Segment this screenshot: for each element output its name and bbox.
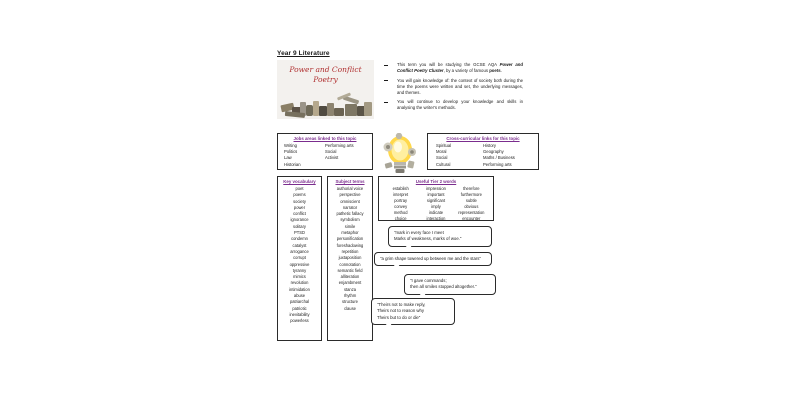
list-item: society [293,198,306,204]
list-item: therefore [463,186,480,191]
list-item: perspective [339,192,361,198]
list-item: enjambment [338,280,362,286]
list-item: catalyst [292,242,307,248]
intro-bullet-1-pre: This term you will be studying the GCSE AQA [397,62,500,67]
cover-title-line-1: Power and Conflict [289,65,362,74]
list-item: metaphor [341,230,359,236]
list-item: interpret [393,192,409,198]
cross-curricular-column-left [436,143,483,168]
tier2-column-1 [383,186,418,223]
list-item: Marks of weakness, marks of woe." [394,236,462,242]
list-item: pathetic fallacy [336,211,364,217]
jobs-item: Historian [284,161,301,167]
intro-bullet-2: You will gain knowledge of: the context of society both during the time the poems were written and set, the underlying messages, and themes. [383,78,523,96]
list-item: tyranny [292,267,307,273]
jobs-item: Writing [284,143,297,148]
jobs-item: Activist [325,155,339,161]
list-item: intimidation [289,286,310,292]
quote-bubble [404,274,496,295]
list-item: portray [394,198,408,204]
list-item: semantic field [337,267,363,273]
list-item: interaction [426,216,446,222]
cross-curricular-heading: Cross-curricular links for this topic [446,136,520,141]
cross-curricular-column-right [483,143,530,168]
list-item: arrogance [290,248,309,254]
quote-bubble [374,252,492,266]
key-vocabulary-box [277,176,322,341]
list-item: narrator [342,204,358,210]
tier2-column-2 [418,186,453,223]
lightbulb-icon [379,133,421,177]
intro-bullet-1-emphasis: Power and Conflict Poetry Cluster [397,62,523,73]
list-item: poet [295,186,304,191]
list-item: indicate [428,210,444,216]
list-item: conflict [293,211,306,217]
cross-curricular-item: Geography [483,149,504,155]
list-item: Theirs but to do or die" [377,314,421,320]
intro-bullet-1 [383,62,523,74]
list-item: mimics [293,274,306,280]
subject-terms-box [327,176,373,341]
cross-curricular-item: Spiritual [436,143,452,148]
quote-bubble [388,226,492,247]
tier2-words-box [378,176,494,221]
cover-title-line-2: Poetry [313,75,338,84]
list-item: connotation [339,261,361,267]
cross-curricular-box [427,133,539,170]
list-item: repetition [341,248,359,254]
list-item: "a grim shape towered up between me and the stars" [380,256,481,261]
list-item: omniscient [340,198,360,204]
list-item: imply [431,204,441,210]
list-item: significant [426,198,446,204]
list-item: abuse [293,293,306,299]
list-item: structure [342,299,358,305]
key-vocabulary-heading: Key vocabulary [283,179,316,184]
list-item: "Theirs not to make reply, [377,302,426,307]
anthology-cover-image [277,60,374,119]
list-item: then all smiles stopped altogether." [410,284,477,290]
list-item: clause [344,305,356,311]
list-item: corrupt [293,255,306,261]
list-item: establish [392,186,409,191]
list-item: poems [293,192,306,198]
jobs-column-right [325,143,366,168]
tier2-column-3 [454,186,489,223]
list-item: convey [394,204,408,210]
cross-curricular-item: Cultural [436,161,451,167]
list-item: powerless [290,318,309,324]
cross-curricular-item: Moral [436,149,447,155]
subject-terms-list [328,185,372,312]
list-item: ignorance [290,217,309,223]
intro-bullet-1-post: . [500,68,502,73]
list-item: obvious [464,204,479,210]
list-item: stanza [343,286,357,292]
jobs-item: Law [284,155,292,161]
list-item: oppressive [289,261,310,267]
list-item: alliteration [340,274,360,280]
cross-curricular-item: History [483,143,497,148]
cross-curricular-item: Performing arts [483,161,512,167]
cover-artifacts [279,92,374,118]
jobs-item: Social [325,149,337,155]
list-item: PTSD [294,230,305,236]
list-item: solitary [293,223,306,229]
list-item: revolution [290,280,309,286]
subject-terms-heading: Subject terms [335,179,365,184]
list-item: inevitability [289,311,310,317]
list-item: condemn [291,236,308,242]
list-item: patriotic [292,305,307,311]
list-item: encounter [462,216,481,222]
list-item: juxtaposition [338,255,362,261]
intro-bullet-1-mid: , by a variety of famous [443,68,490,73]
tier2-words-heading: Useful Tier 2 words [415,179,457,184]
list-item: authorial voice [336,186,364,191]
list-item: rhythm [343,293,357,299]
list-item: "I gave commands; [410,278,447,283]
list-item: impression [426,186,446,191]
cross-curricular-item: Social [436,155,448,161]
list-item: method [393,210,408,216]
jobs-links-heading: Jobs areas linked to this topic [293,136,357,141]
jobs-column-left [284,143,325,168]
intro-bullets [383,62,523,115]
jobs-item: Politics [284,149,298,155]
intro-bullet-3: You will continue to develop your knowledge and skills in analysing the writer's methods. [383,99,523,111]
list-item: subtle [465,198,477,204]
list-item: furthermore [460,192,482,198]
list-item: power [293,204,306,210]
cross-curricular-item: Maths / Business [483,155,515,161]
list-item: important [427,192,445,198]
quote-bubble [371,298,455,325]
list-item: simile [344,223,356,229]
list-item: foreshadowing [336,242,364,248]
page-title: Year 9 Literature [277,50,330,57]
list-item: representation [458,210,485,216]
key-vocabulary-list [278,185,321,325]
intro-bullet-1-strong: poets [489,68,501,73]
list-item: personification [336,236,364,242]
jobs-links-box [277,133,373,170]
list-item: "mark in every face I meet [394,230,444,235]
list-item: Theirs not to reason why [377,308,425,314]
jobs-item: Performing arts [325,143,354,148]
list-item: patriarchal [289,299,310,305]
list-item: choice [394,216,407,222]
list-item: symbolism [340,217,360,223]
cover-title [277,65,374,85]
